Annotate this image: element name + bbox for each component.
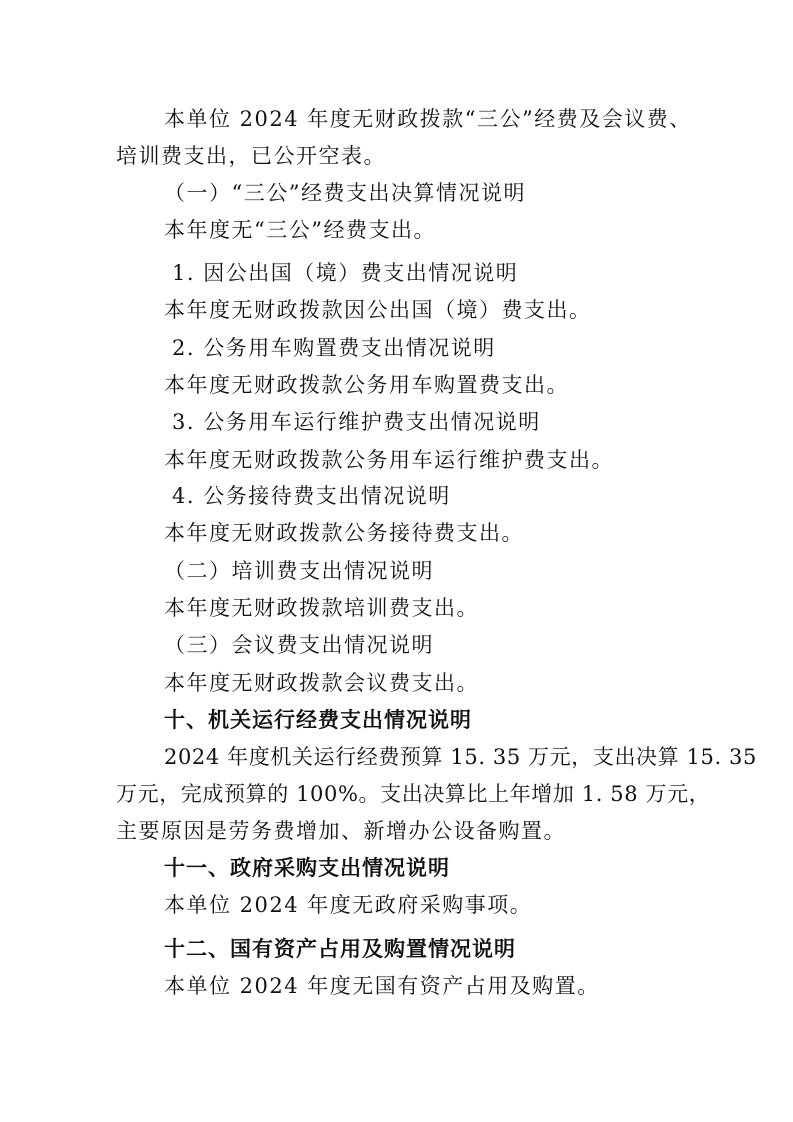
- paragraph-line: 本年度无财政拨款培训费支出。: [164, 596, 479, 620]
- section-heading: 十、机关运行经费支出情况说明: [164, 708, 472, 732]
- item-heading: 3. 公务用车运行维护费支出情况说明: [172, 410, 541, 434]
- section-heading: 十一、政府采购支出情况说明: [164, 856, 450, 880]
- paragraph-line: 本单位 2024 年度无政府采购事项。: [164, 893, 533, 917]
- paragraph-line: 本年度无财政拨款公务接待费支出。: [164, 521, 524, 545]
- subsection-heading: （二）培训费支出情况说明: [164, 559, 434, 583]
- item-heading: 4. 公务接待费支出情况说明: [172, 484, 451, 508]
- paragraph-line: 本单位 2024 年度无国有资产占用及购置。: [164, 974, 600, 998]
- paragraph-line: 本年度无财政拨款因公出国（境）费支出。: [164, 298, 592, 322]
- item-heading: 1. 因公出国（境）费支出情况说明: [172, 261, 519, 285]
- paragraph-line: 本年度无财政拨款会议费支出。: [164, 671, 479, 695]
- paragraph-line: 本单位 2024 年度无财政拨款“三公”经费及会议费、: [164, 107, 692, 131]
- section-heading: 十二、国有资产占用及购置情况说明: [164, 937, 516, 961]
- paragraph-line: 本年度无财政拨款公务用车购置费支出。: [164, 373, 569, 397]
- paragraph-line: 本年度无“三公”经费支出。: [164, 218, 436, 242]
- item-heading: 2. 公务用车购置费支出情况说明: [172, 336, 496, 360]
- subsection-heading: （三）会议费支出情况说明: [164, 633, 434, 657]
- paragraph-line: 主要原因是劳务费增加、新增办公设备购置。: [116, 819, 566, 843]
- paragraph-line: 本年度无财政拨款公务用车运行维护费支出。: [164, 448, 614, 472]
- paragraph-line: 万元，完成预算的 100%。支出决算比上年增加 1. 58 万元，: [116, 782, 711, 806]
- paragraph-line: 培训费支出，已公开空表。: [116, 144, 386, 168]
- subsection-heading: （一）“三公”经费支出决算情况说明: [164, 181, 526, 205]
- paragraph-line: 2024 年度机关运行经费预算 15. 35 万元，支出决算 15. 35: [164, 745, 757, 769]
